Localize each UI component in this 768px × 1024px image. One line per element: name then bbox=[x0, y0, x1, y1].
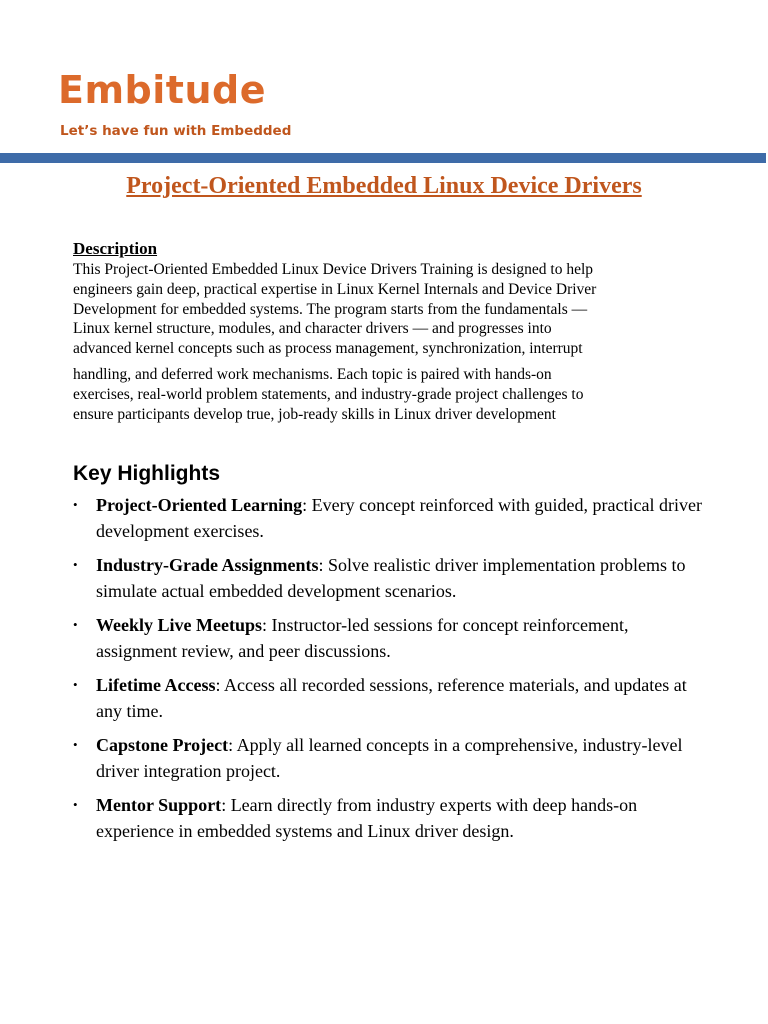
key-highlights-heading: Key Highlights bbox=[73, 462, 221, 485]
highlight-term: Industry-Grade Assignments bbox=[96, 555, 319, 575]
embitude-logo bbox=[58, 68, 291, 140]
logo-tagline: Let’s have fun with Embedded bbox=[60, 123, 292, 139]
description-paragraph-part-2 bbox=[73, 365, 703, 424]
highlight-text: : Access all recorded sessions, reference materials, and updates at any time. bbox=[96, 675, 687, 721]
description-heading: Description bbox=[73, 239, 158, 258]
description-line: Development for embedded systems. The program starts from the fundamentals — bbox=[73, 300, 588, 318]
highlight-text: : Solve realistic driver implementation problems to simulate actual embedded development scenarios. bbox=[96, 555, 686, 601]
bullet-icon: • bbox=[73, 617, 78, 632]
bullet-icon: • bbox=[73, 677, 78, 692]
page-title: Project-Oriented Embedded Linux Device Drivers bbox=[126, 173, 642, 199]
highlight-term: Lifetime Access bbox=[96, 675, 216, 695]
highlight-item bbox=[73, 672, 713, 724]
highlight-text: : Learn directly from industry experts with deep hands-on experience in embedded systems and Linux driver design. bbox=[96, 795, 638, 841]
highlight-item bbox=[73, 792, 713, 844]
bullet-icon: • bbox=[73, 557, 78, 572]
description-line: ensure participants develop true, job-ready skills in Linux driver development bbox=[73, 405, 556, 423]
description-line: This Project-Oriented Embedded Linux Device Drivers Training is designed to help bbox=[73, 261, 594, 278]
bullet-icon: • bbox=[73, 737, 78, 752]
highlights-list bbox=[73, 492, 713, 852]
logo-wordmark: Embitude bbox=[58, 68, 266, 112]
highlight-term: Weekly Live Meetups bbox=[96, 615, 262, 635]
bullet-icon: • bbox=[73, 497, 78, 512]
highlight-item bbox=[73, 552, 713, 604]
description-line: exercises, real-world problem statements, and industry-grade project challenges to bbox=[73, 385, 584, 403]
highlight-item bbox=[73, 612, 713, 664]
highlight-term: Mentor Support bbox=[96, 795, 222, 815]
highlight-item bbox=[73, 732, 713, 784]
bullet-icon: • bbox=[73, 797, 78, 812]
header-divider bbox=[0, 153, 766, 163]
highlight-text: : Instructor-led sessions for concept reinforcement, assignment review, and peer discussions. bbox=[96, 615, 629, 661]
description-line: advanced kernel concepts such as process management, synchronization, interrupt bbox=[73, 340, 583, 358]
highlight-term: Project-Oriented Learning bbox=[96, 495, 303, 515]
highlight-text: : Every concept reinforced with guided, practical driver development exercises. bbox=[96, 495, 702, 541]
highlight-item bbox=[73, 492, 713, 544]
description-line: Linux kernel structure, modules, and character drivers — and progresses into bbox=[73, 320, 552, 338]
description-line: handling, and deferred work mechanisms. Each topic is paired with hands-on bbox=[73, 366, 552, 383]
description-paragraph-part-1 bbox=[73, 260, 703, 359]
highlight-text: : Apply all learned concepts in a comprehensive, industry-level driver integration project. bbox=[96, 735, 683, 781]
description-line: engineers gain deep, practical expertise in Linux Kernel Internals and Device Driver bbox=[73, 280, 597, 298]
highlight-term: Capstone Project bbox=[96, 735, 229, 755]
